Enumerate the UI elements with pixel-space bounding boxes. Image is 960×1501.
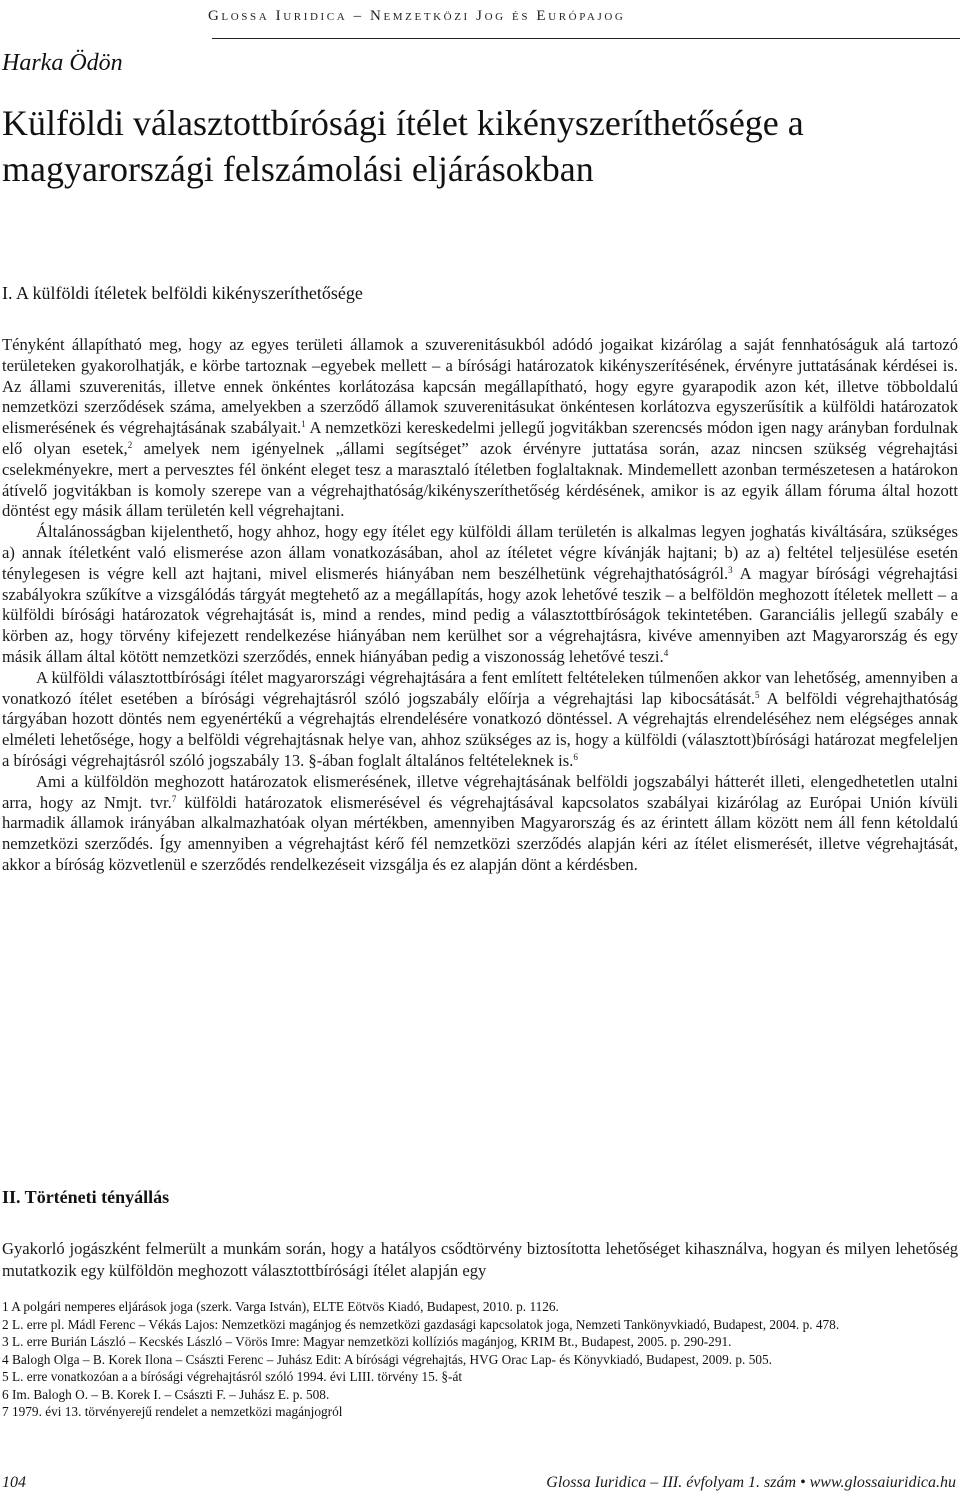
paragraph: Tényként állapítható meg, hogy az egyes területi államok a szuverenitásukból adódó jogaikat kizárólag a saját fennhatóságuk alá tartozó területeken gyakorolhatják, e körbe tartoznak –egyebek mellett – a bírósági határozatok kikényszerítésének, érvényre juttatásának kérdései is. Az állami szuverenitás, illetve ennek önkéntes korlátozása kapcsán megállapítható, hogy egyre gyarapodik azon két, illetve többoldalú nemzetközi szerződések száma, amelyekben a szerződő államok szuverenitásukat önkéntesen korlátozva egyszerűsítik a külföldi határozatok elismerésének és végrehajtásának szabályait.$^1$ A nemzetközi kereskedelmi jellegű jogvitákban szerencsés módon igen nagy arányban fordulnak elő olyan esetek,$^2$ amelyek nem igényelnek „állami segítséget” azok érvényre juttatása során, azaz nincsen szükség végrehajtási cselekményekre, mert a pervesztes fél önként eleget tesz a marasztaló ítéletben foglaltaknak. Mindemellett azonban természetesen a határokon átívelő jogvitákban is komoly szerepe van a végrehajthatóság/kikényszeríthetőség kérdésének, amikor is az egyik állam fóruma által hozott döntést egy másik állam területén kell végrehajtani.: [2, 335, 959, 521]
author-name: Harka Ödön: [2, 50, 123, 76]
paragraph: A külföldi választottbírósági ítélet magyarországi végrehajtására a fent említett feltételeken túlmenően akkor van lehetőség, amennyiben a vonatkozó ítélet esetében a bírósági végrehajtásról szóló jogszabály előírja a végrehajtási lap kibocsátását.$^5$ A belföldi végrehajthatóság tárgyában hozott döntés nem egyenértékű a végrehajtás elrendelésére vonatkozó döntéssel. A végrehajtás elrendeléséhez nem elégséges annak elméleti lehetősége, hogy a belföldi végrehajtásnak helye van, ahhoz szükséges az is, hogy a külföldi (választott)bírósági határozat megfeleljen a bírósági végrehajtásról szóló jogszabály 13. §-ában foglalt általános feltételeknek is.$^6$: [2, 667, 958, 770]
footnote-ref[interactable]: 5: [754, 689, 760, 700]
footnote: 1 A polgári nemperes eljárások joga (szerk. Varga István), ELTE Eötvös Kiadó, Budapest, 2010. p. 1126.: [2, 1299, 559, 1314]
section-2-body: [2, 1238, 958, 1281]
footnote: 5 L. erre vonatkozóan a a bírósági végrehajtásról szóló 1994. évi LIII. törvény 15. §-át: [2, 1369, 463, 1384]
footnote: 3 L. erre Burián László – Kecskés László – Vörös Imre: Magyar nemzetközi kollíziós magánjog, KRIM Bt., Budapest, 2005. p. 290-291.: [2, 1334, 732, 1349]
footnote: 6 Im. Balogh O. – B. Korek I. – Császti F. – Juhász E. p. 508.: [2, 1386, 330, 1402]
header-rule: [212, 38, 960, 39]
journal-footer: Glossa Iuridica – III. évfolyam 1. szám • www.glossaiuridica.hu: [546, 1474, 956, 1491]
running-header: Glossa Iuridica – Nemzetközi Jog és Európajog: [208, 8, 626, 24]
footnote: 2 L. erre pl. Mádl Ferenc – Vékás Lajos: Nemzetközi magánjog és nemzetközi gazdasági kapcsolatok joga, Nemzeti Tankönyvkiadó, Budapest, 2004. p. 478.: [2, 1316, 840, 1332]
footnote-ref[interactable]: 4: [663, 647, 669, 658]
paragraph: Gyakorló jogászként felmerült a munkám során, hogy a hatályos csődtörvény biztosította lehetőséget kihasználva, hogyan és milyen lehetőség mutatkozik egy külföldön meghozott választottbírósági ítélet alapján egy: [2, 1239, 958, 1280]
paragraph: Általánosságban kijelenthető, hogy ahhoz, hogy egy ítélet egy külföldi állam területén is alkalmas legyen joghatás kiváltására, szükséges a) annak ítéletként való elismerése azon állam vonatkozásában, ahol az ítéletet végre kívánják hajtani; b) az a) feltétel teljesülése esetén ténylegesen is végre kell azt hajtani, mivel elismerés hiányában nem beszélhetünk végrehajthatóságról.$^3$ A magyar bírósági végrehajtási szabályokra szűkítve a vizsgálódás tárgyát megtehető az a megállapítás, hogy azok lehetővé teszik – a belföldön meghozott ítéletek mellett – a külföldi bírósági határozatok végrehajtását is, mind a rendes, mind pedig a választottbíróságok tekintetében. Garanciális jellegű szabály e körben az, hogy törvény kifejezett rendelkezése hiányában nem kerülhet sor a végrehajtásra, kivéve amennyiben azt Magyarország és egy másik állam által kötött nemzetközi szerződés, ennek hiányában pedig a viszonosság lehetővé teszi.$^4$: [2, 522, 958, 666]
footnotes: [2, 1298, 958, 1421]
section-1-body: [2, 335, 958, 876]
footnote-ref[interactable]: 6: [573, 751, 578, 762]
footnote: 4 Balogh Olga – B. Korek Ilona – Császti Ferenc – Juhász Edit: A bírósági végrehajtás, HVG Orac Lap- és Könyvkiadó, Budapest, 2009. p. 505.: [2, 1351, 772, 1367]
section-heading-2: II. Történeti tényállás: [2, 1187, 170, 1207]
article-title: Külföldi választottbírósági ítélet kikényszeríthetősége a magyarországi felszámolási eljárásokban: [2, 103, 804, 189]
section-heading-1: I. A külföldi ítéletek belföldi kikényszeríthetősége: [2, 283, 363, 303]
paragraph: Ami a külföldön meghozott határozatok elismerésének, illetve végrehajtásának belföldi jogszabályi hátterét illeti, elengedhetetlen utalni arra, hogy az Nmjt. tvr.$^7$ külföldi határozatok elismerésével és végrehajtásával kapcsolatos szabályai kizárólag az Európai Unión kívüli harmadik államok irányában alkalmazhatóak olyan mértékben, amennyiben Magyarország és az érintett állam között nem áll fenn kétoldalú nemzetközi szerződés. Így amennyiben a végrehajtást kérő fél nemzetközi szerződés alapján kéri az ítélet elismerését, illetve végrehajtását, akkor a bíróság közvetlenül e szerződés rendelkezéseit vizsgálja és ez alapján dönt a kérdésben.: [2, 771, 958, 874]
footnote-ref[interactable]: 1: [301, 419, 306, 430]
footnote-ref[interactable]: 3: [728, 564, 733, 575]
footnote-ref[interactable]: 7: [171, 793, 177, 804]
footnote: 7 1979. évi 13. törvényerejű rendelet a nemzetközi magánjogról: [2, 1404, 343, 1419]
footnote-ref[interactable]: 2: [127, 439, 133, 450]
page-number: 104: [2, 1474, 26, 1491]
